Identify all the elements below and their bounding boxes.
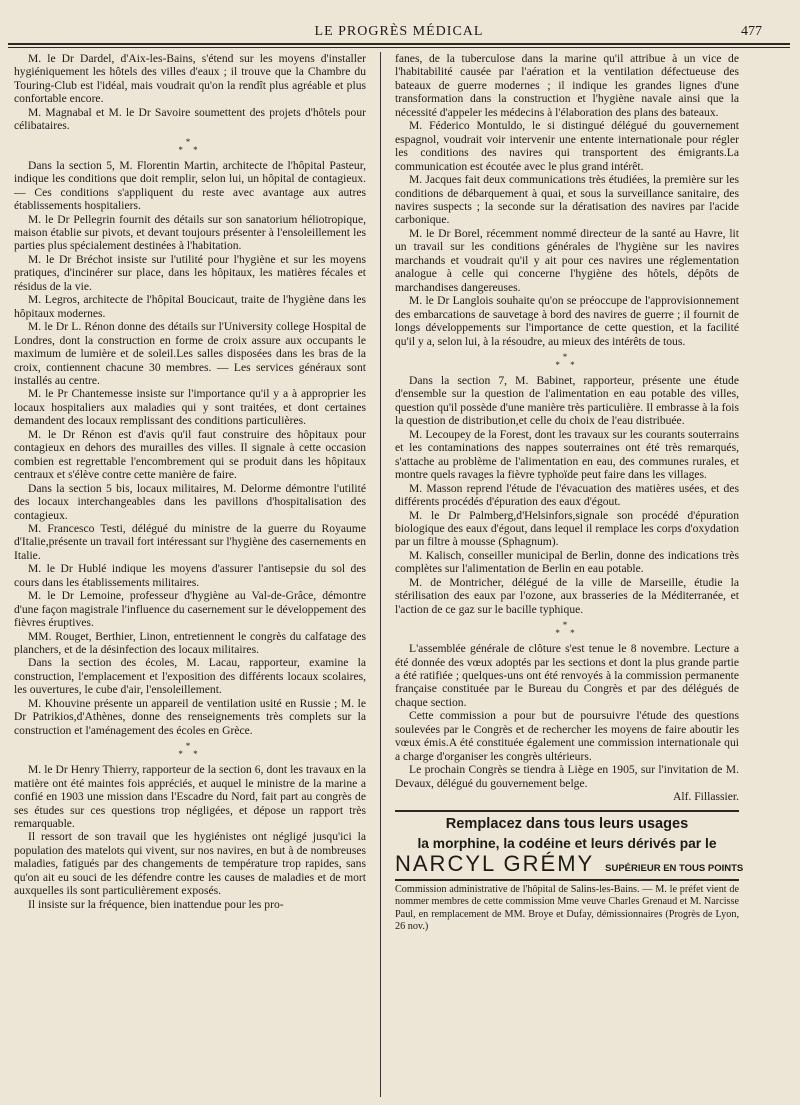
paragraph: M. Magnabal et M. le Dr Savoire soumettent des projets d'hôtels pour célibataires. (14, 105, 366, 133)
paragraph: MM. Rouget, Berthier, Linon, entretiennent le congrès du calfatage des planchers, et de la désinfection des locaux militaires. (14, 629, 366, 657)
paragraph: Le prochain Congrès se tiendra à Liège en 1905, sur l'invitation de M. Devaux, délégué du gouvernement belge. (395, 763, 739, 790)
paragraph: M. Francesco Testi, délégué du ministre de la guerre du Royaume d'Italie,présente un travail fort intéressant sur l'hygiène des casernements en Italie. (14, 521, 366, 562)
paragraph: Il insiste sur la fréquence, bien inattendue pour les pro- (28, 897, 284, 911)
ad-top-rule (395, 810, 739, 812)
section-separator-stars: * * * (555, 351, 579, 370)
paragraph: M. Khouvine présente un appareil de ventilation usité en Russie ; M. le Dr Patrikios,d'Athènes, donne des renseignements très complets sur la construction et l'aménagement des écoles en Grèce. (14, 696, 366, 737)
section-separator-stars: * * * (178, 741, 202, 760)
paragraph: M. Kalisch, conseiller municipal de Berlin, donne des indications très complètes sur l'alimentation de Berlin en eau potable. (395, 548, 739, 576)
paragraph: M. le Dr Palmberg,d'Helsinfors,signale son procédé d'épuration biologique des eaux d'égout, dans lequel il remplace les corps d'oxydation par un filtre à mousse (Sphagnum). (395, 508, 739, 549)
ad-brand-row (395, 850, 744, 876)
paragraph: M. Lecoupey de la Forest, dont les travaux sur les courants souterrains et les contaminations des nappes souterraines ont été très remarqués, s'attache au problème de l'alimentation en eau, des communes rurales, et montre quels ravages la fièvre typhoïde peut faire dans les villages. (395, 427, 739, 482)
ad-bottom-rule (395, 879, 739, 881)
page-header (8, 20, 790, 44)
paragraph: M. le Dr L. Rénon donne des détails sur l'University college Hospital de Londres, dont la construction en forme de croix assure aux occupants le maximum de lumière et de soleil.Les salles disposées dans les bras de la croix, contiennent chacune 30 membres. — Les services généraux sont installés au centre. (14, 320, 366, 387)
news-notice (395, 884, 739, 934)
paragraph: M. le Dr Bréchot insiste sur l'utilité pour l'hygiène et sur les moyens pratiques, d'incinérer sur place, dans les hôpitaux, les matières fécales et résidus de la vie. (14, 252, 366, 293)
paragraph: M. le Dr Pellegrin fournit des détails sur son sanatorium héliotropique, maison établie sur pivots, et devant toujours présenter à l'ensoleillement les parties plus spécialement destinées à l'habitation. (14, 212, 366, 253)
paragraph: L'assemblée générale de clôture s'est tenue le 8 novembre. Lecture a été donnée des vœux adoptés par les sections et dont la plus grande partie a été ratifiée ; quelques-uns ont été renvoyés à la commission permanente française constituée par le Bureau du Congrès et par des délégués de chaque section. (395, 642, 739, 709)
paragraph: M. Legros, architecte de l'hôpital Boucicaut, traite de l'hygiène dans les hôpitaux modernes. (14, 293, 366, 320)
section-separator-stars: * * * (555, 620, 579, 639)
ad-slogan: SUPÉRIEUR EN TOUS POINTS (605, 862, 744, 874)
paragraph: M. le Dr Henry Thierry, rapporteur de la section 6, dont les travaux en la matière ont été maintes fois appréciés, et auquel le ministre de la marine a confié en 1903 une mission dans l'Escadre du Nord, fait part au congrès de ses études sur ces questions trop négligées, et dépose un rapport très remarquable. (14, 763, 366, 831)
right-column (395, 52, 744, 934)
advertisement (395, 810, 744, 881)
header-rule (8, 43, 790, 48)
paragraph: M. le Dr Hublé indique les moyens d'assurer l'antisepsie du sol des cours dans les établissements militaires. (14, 562, 366, 589)
paragraph: M. Jacques fait deux communications très étudiées, la première sur les conditions de débarquement à quai, et sous la surveillance sanitaire, des navires suspects ; la seconde sur la dératisation des navires par l'acide carbonique. (395, 173, 739, 227)
author-signature: Alf. Fillassier. (672, 790, 739, 804)
paragraph: Dans la section 7, M. Babinet, rapporteur, présente une étude d'ensemble sur la question de l'alimentation en eau potable des villes, question qu'il possède d'une manière très particulière. Il embrasse à la fois la question de distribution,et celle du choix de l'eau distribuée. (395, 373, 739, 428)
paragraph: Dans la section 5, M. Florentin Martin, architecte de l'hôpital Pasteur, indique les conditions que doit remplir, selon lui, un hôpital de contagieux. — Ces conditions s'appliquent du reste avec avantage aux autres établissements hospitaliers. (14, 158, 366, 213)
paragraph: Cette commission a pour but de poursuivre l'étude des questions soulevées par le Congrès et de rechercher les moyens de faire aboutir les vœux émis.A été constituée également une commission internationale qui a charge d'organiser les congrès ultérieurs. (395, 709, 739, 763)
ad-brand-name: NARCYL GRÉMY (395, 850, 595, 876)
paragraph: M. le Pr Chantemesse insiste sur l'importance qu'il y a à approprier les locaux hospitaliers aux maladies qui y sont traitées, et dont certaines demandent des locaux remplissant des conditions particulières. (14, 387, 366, 428)
paragraph: fanes, de la tuberculose dans la marine qu'il attribue à un vice de l'habitabilité causée par l'aération et la ventilation défectueuse des bateaux de guerre modernes ; il indique les grandes lignes d'une transformation dans la construction et l'hygiène navale ainsi que la nécessité d'appeler les médecins à l'élaboration des plans des bateaux. (395, 52, 739, 119)
paragraph: M. le Dr Dardel, d'Aix-les-Bains, s'étend sur les moyens d'installer hygiéniquement les hôtels des villes d'eaux ; il trouve que la Chambre du Touring-Club est l'idéal, mais voudrait qu'on la rendît plus agréable et plus confortable encore. (14, 52, 366, 106)
paragraph: Il ressort de son travail que les hygiénistes ont négligé jusqu'ici la population des matelots qui vivent, sur nos navires, en but à de nombreuses maladies, fatigués par des changements de température trop rapides, sans qu'on ait eu souci de les défendre contre les causes de maladies et de mort auxquelles ils sont particulièrement exposés. (14, 830, 366, 898)
paragraph: M. le Dr Langlois souhaite qu'on se préoccupe de l'approvisionnement des embarcations de sauvetage à bord des navires de guerre ; il fournit de longs développements sur l'importance de cette question, et la facilité qu'il y a, selon lui, à la résoudre, au mieux des intérêts de tous. (395, 294, 739, 348)
paragraph: Dans la section des écoles, M. Lacau, rapporteur, examine la construction, l'emplacement et l'exposition des différents locaux scolaires, les ouvertures, le cube d'air, l'ensoleillement. (14, 656, 366, 697)
ad-headline: Remplacez dans tous leurs usages (445, 815, 689, 832)
paragraph: M. le Dr Rénon est d'avis qu'il faut construire des hôpitaux pour contagieux en dehors des murailles des villes. Il signale à cette occasion combien est regrettable l'encombrement qui se produit dans les hôpitaux centraux et s'élève contre cette manière de faire. (14, 427, 366, 482)
notice-text: Commission administrative de l'hôpital de Salins-les-Bains. — M. le préfet vient de nommer membres de cette commission Mme veuve Charles Grenaud et M. Narcisse Paul, en remplacement de MM. Broye et Dufay, démissionnaires (Progrès de Lyon, 26 nov.) (395, 884, 739, 933)
paragraph: M. le Dr Borel, récemment nommé directeur de la santé au Havre, lit un travail sur les conditions générales de l'hygiène sur les navires marchands et voudrait qu'il y ait pour ces navires une réglementation analogue à celle qui concerne l'hygiène des hôtels, dépôts de marchandises dangereuses. (395, 226, 739, 294)
ad-subheadline: la morphine, la codéine et leurs dérivés par le (417, 835, 717, 851)
column-divider (380, 52, 381, 1097)
paragraph: M. de Montricher, délégué de la ville de Marseille, étudie la stérilisation des eaux par l'ozone, aux brasseries de la Méditerranée, et l'action de ce gaz sur le bacille typhique. (395, 575, 739, 616)
paragraph: M. Masson reprend l'étude de l'évacuation des matières usées, et des différents procédés d'épuration des eaux d'égout. (395, 481, 739, 509)
page-number: 477 (741, 24, 762, 39)
section-separator-stars: * * * (178, 136, 202, 155)
left-column (14, 52, 366, 911)
paragraph: Dans la section 5 bis, locaux militaires, M. Delorme démontre l'utilité des locaux interchangeables dans les pavillons d'hospitalisation des contagieux. (14, 481, 366, 522)
paragraph: M. Féderico Montuldo, le si distingué délégué du gouvernement espagnol, voudrait voir intervenir une entente internationale pour régler les conditions des navires qui transportent des émigrants.La communication est écoutée avec le plus grand intérêt. (395, 119, 739, 173)
running-title: LE PROGRÈS MÉDICAL (314, 24, 484, 39)
paragraph: M. le Dr Lemoine, professeur d'hygiène au Val-de-Grâce, démontre d'une façon magistrale l'influence du casernement sur le développement des fièvres éruptives. (14, 589, 366, 630)
